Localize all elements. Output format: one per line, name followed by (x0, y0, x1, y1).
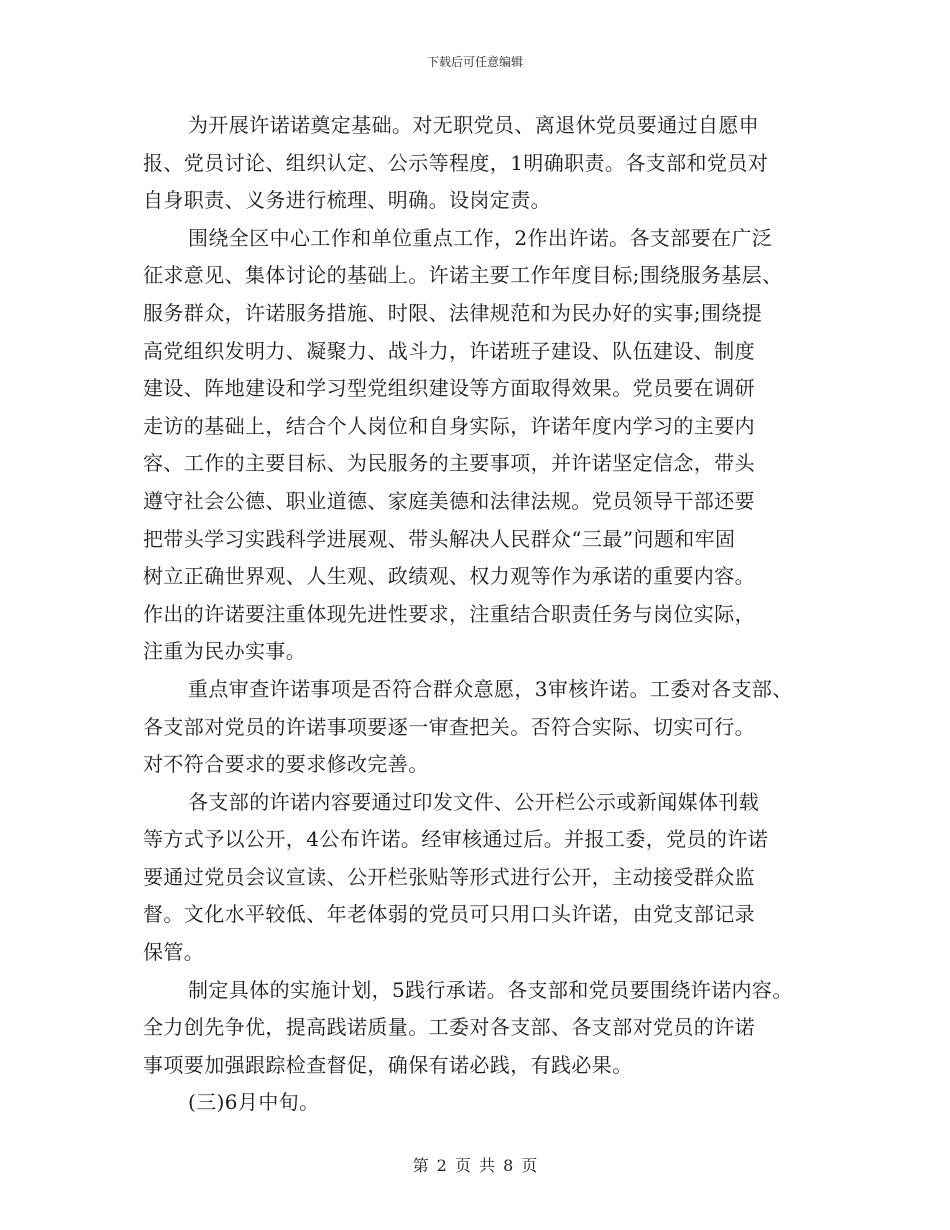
text-line: 征求意见、集体讨论的基础上。许诺主要工作年度目标;围绕服务基层、 (143, 263, 783, 288)
text-line: 各支部对党员的许诺事项要逐一审查把关。否符合实际、切实可行。 (143, 714, 755, 739)
text-line: 等方式予以公开，4公布许诺。经审核通过后。并报工委，党员的许诺 (143, 827, 769, 852)
text-line: 注重为民办实事。 (143, 639, 307, 664)
text-line: 建设、阵地建设和学习型党组织建设等方面取得效果。党员要在调研 (143, 376, 755, 401)
text-line: 对不符合要求的要求修改完善。 (143, 752, 429, 777)
document-body (143, 107, 843, 1122)
text-line: 督。文化水平较低、年老体弱的党员可只用口头许诺，由党支部记录 (143, 902, 755, 927)
text-line: 围绕全区中心工作和单位重点工作，2作出许诺。各支部要在广泛 (188, 225, 773, 250)
text-line: (三)6月中旬。 (188, 1090, 320, 1115)
text-line: 重点审查许诺事项是否符合群众意愿，3审核许诺。工委对各支部、 (188, 676, 793, 701)
text-line: 走访的基础上，结合个人岗位和自身实际，许诺年度内学习的主要内 (143, 413, 755, 438)
text-line: 报、党员讨论、组织认定、公示等程度，1明确职责。各支部和党员对 (143, 150, 769, 175)
text-line: 容、工作的主要目标、为民服务的主要事项，并许诺坚定信念，带头 (143, 451, 755, 476)
text-line: 要通过党员会议宣读、公开栏张贴等形式进行公开，主动接受群众监 (143, 864, 755, 889)
text-line: 服务群众，许诺服务措施、时限、法律规范和为民办好的实事;围绕提 (143, 300, 763, 325)
text-line: 把带头学习实践科学进展观、带头解决人民群众“三最”问题和牢固 (143, 526, 736, 551)
text-line: 全力创先争优，提高践诺质量。工委对各支部、各支部对党员的许诺 (143, 1015, 755, 1040)
text-line: 树立正确世界观、人生观、政绩观、权力观等作为承诺的重要内容。 (143, 564, 755, 589)
text-line: 为开展许诺诺奠定基础。对无职党员、离退休党员要通过自愿申 (188, 113, 760, 137)
text-line: 自身职责、义务进行梳理、明确。设岗定责。 (143, 188, 551, 213)
text-line: 高党组织发明力、凝聚力、战斗力，许诺班子建设、队伍建设、制度 (143, 338, 755, 363)
text-line: 遵守社会公德、职业道德、家庭美德和法律法规。党员领导干部还要 (143, 488, 755, 513)
text-line: 作出的许诺要注重体现先进性要求，注重结合职责任务与岗位实际， (143, 601, 755, 626)
text-line: 制定具体的实施计划，5践行承诺。各支部和党员要围绕许诺内容。 (188, 977, 793, 1002)
page-header: 下载后可任意编辑 (426, 55, 523, 69)
text-line: 保管。 (143, 940, 205, 965)
text-line: 事项要加强跟踪检查督促，确保有诺必践，有践必果。 (143, 1052, 633, 1077)
text-line: 各支部的许诺内容要通过印发文件、公开栏公示或新闻媒体刊载 (188, 789, 760, 814)
page-footer: 第 2 页 共 8 页 (412, 1156, 538, 1175)
